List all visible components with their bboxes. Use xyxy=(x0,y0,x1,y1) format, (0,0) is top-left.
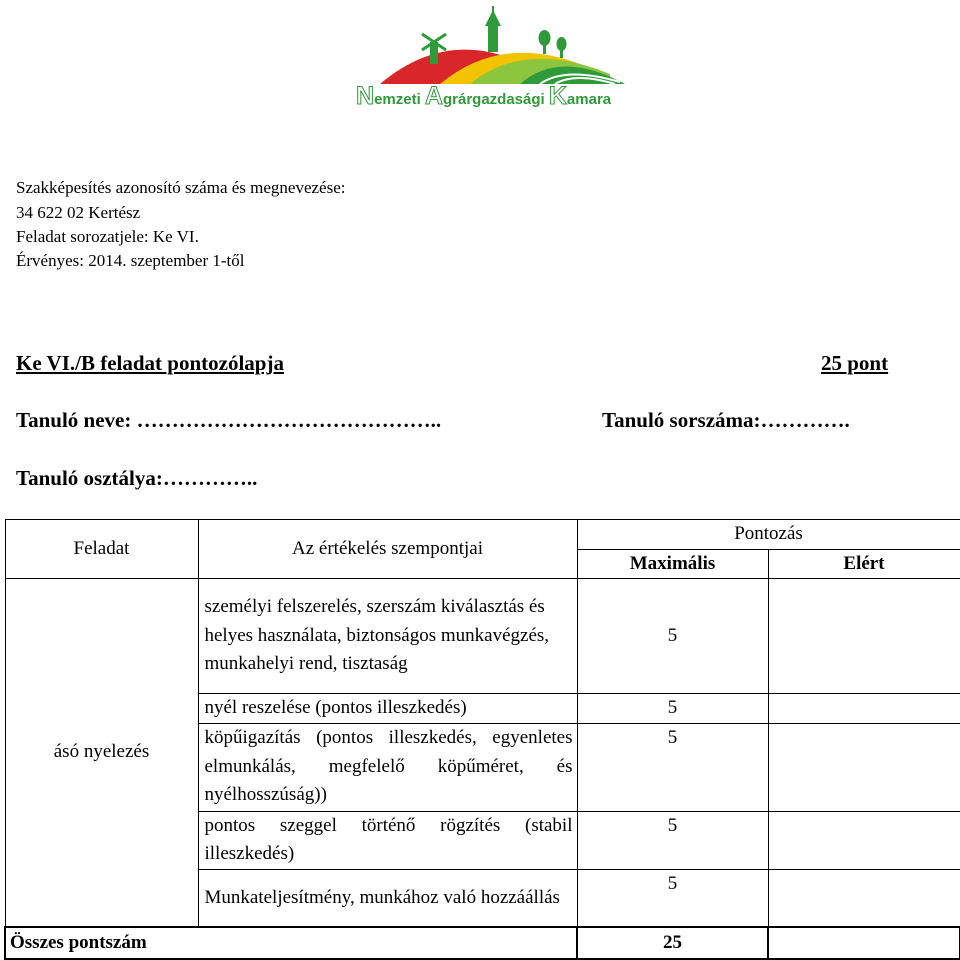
max-score: 5 xyxy=(577,723,768,811)
criterion-text: személyi felszerelés, szerszám kiválasztás és helyes használata, biztonságos munkavégzés, munkahelyi rend, tisztaság xyxy=(198,579,577,694)
header-scoring: Pontozás xyxy=(577,520,960,550)
achieved-score[interactable] xyxy=(768,723,960,811)
total-achieved[interactable] xyxy=(768,927,960,959)
chamber-logo xyxy=(350,4,670,112)
header-achieved: Elért xyxy=(768,549,960,579)
chamber-logo-graphic xyxy=(350,4,670,112)
achieved-score[interactable] xyxy=(768,694,960,724)
max-score: 5 xyxy=(577,869,768,927)
score-table xyxy=(4,519,960,960)
valid-from: Érvényes: 2014. szeptember 1-től xyxy=(16,251,245,270)
achieved-score[interactable] xyxy=(768,869,960,927)
header-criteria: Az értékelés szempontjai xyxy=(198,520,577,579)
student-class-field[interactable]: Tanuló osztálya:………….. xyxy=(16,466,258,490)
header-task: Feladat xyxy=(5,520,198,579)
total-row xyxy=(5,927,960,959)
max-score: 5 xyxy=(577,811,768,869)
sheet-title: Ke VI./B feladat pontozólapja xyxy=(16,351,284,375)
total-points: 25 pont xyxy=(821,351,889,375)
header-max: Maximális xyxy=(577,549,768,579)
table-row xyxy=(5,579,960,694)
task-series: Feladat sorozatjele: Ke VI. xyxy=(16,227,199,246)
qualification-label: Szakképesítés azonosító száma és megnevezése: xyxy=(16,178,346,197)
logo-letter-n: N xyxy=(356,82,375,110)
criterion-text: nyél reszelése (pontos illeszkedés) xyxy=(198,694,577,724)
criterion-text: Munkateljesítmény, munkához való hozzáállás xyxy=(198,869,577,927)
total-max: 25 xyxy=(577,927,768,959)
criterion-text: köpűigazítás (pontos illeszkedés, egyenletes elmunkálás, megfelelő köpűméret, és nyélhosszúság)) xyxy=(198,723,577,811)
achieved-score[interactable] xyxy=(768,579,960,694)
church-icon xyxy=(485,6,501,52)
criterion-text: pontos szeggel történő rögzítés (stabil illeszkedés) xyxy=(198,811,577,869)
svg-text:Nemzeti Agrárgazdasági Kamara: Nemzeti Agrárgazdasági Kamara xyxy=(356,82,612,110)
trees-icon xyxy=(539,30,567,58)
student-number-field[interactable]: Tanuló sorszáma:…………. xyxy=(602,408,850,432)
achieved-score[interactable] xyxy=(768,811,960,869)
max-score: 5 xyxy=(577,694,768,724)
qualification-code: 34 622 02 Kertész xyxy=(16,203,141,222)
student-name-field[interactable]: Tanuló neve: …………………………………….. xyxy=(16,408,442,432)
max-score: 5 xyxy=(577,579,768,694)
task-name: ásó nyelezés xyxy=(5,579,198,928)
total-label: Összes pontszám xyxy=(5,927,577,959)
